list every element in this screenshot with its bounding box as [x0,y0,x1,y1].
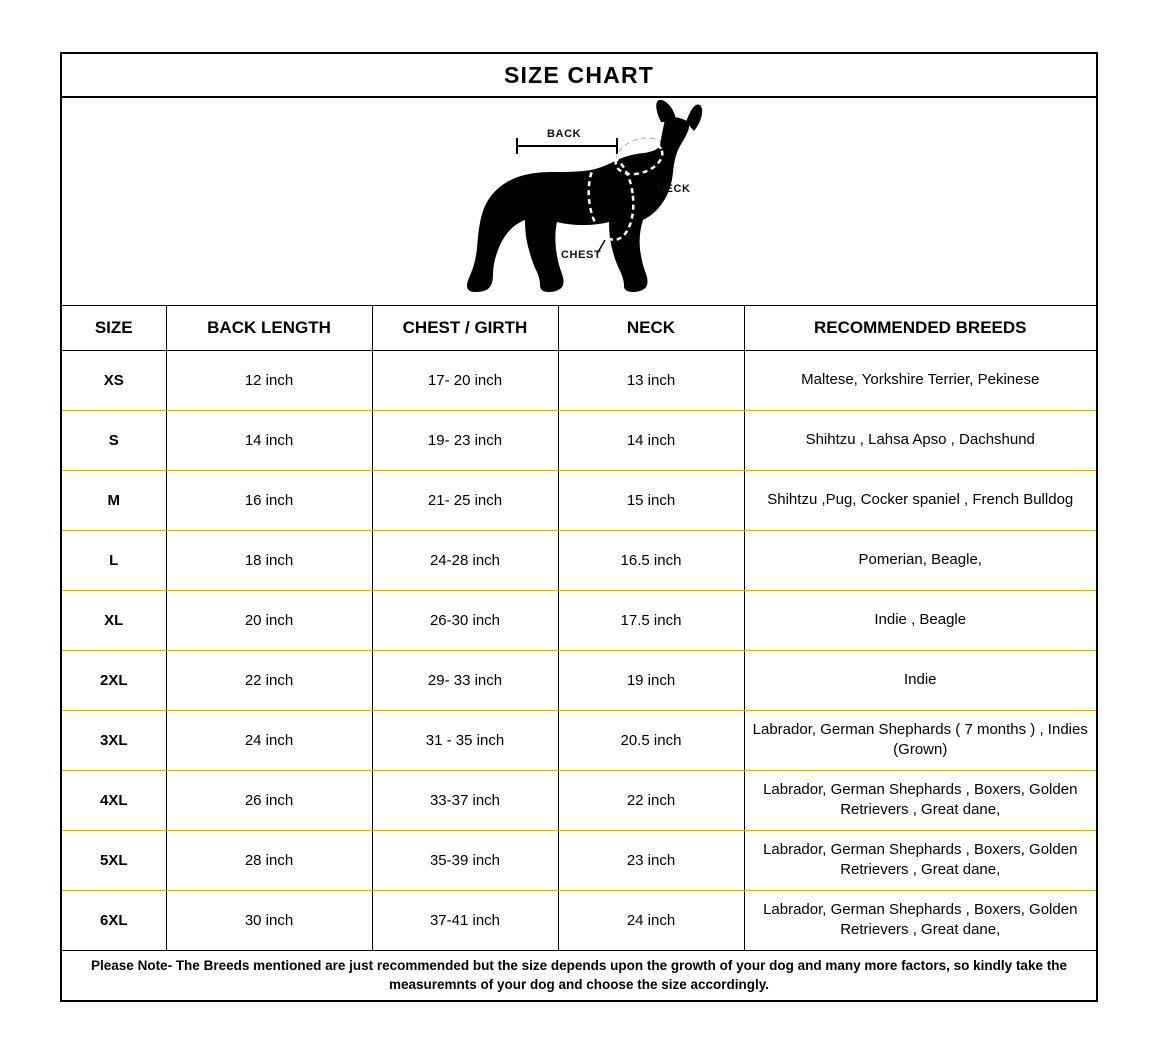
table-row [62,710,1096,770]
table-row [62,530,1096,590]
table-row [62,650,1096,710]
column-header-neck: NECK [558,306,744,350]
cell-breeds: Pomerian, Beagle, [744,530,1096,590]
table-row [62,350,1096,410]
cell-neck: 17.5 inch [558,590,744,650]
cell-chest: 17- 20 inch [372,350,558,410]
cell-neck: 14 inch [558,410,744,470]
cell-breeds: Labrador, German Shephards , Boxers, Golden Retrievers , Great dane, [744,770,1096,830]
cell-size: 6XL [62,890,166,950]
note-text: Please Note- The Breeds mentioned are just recommended but the size depends upon the growth of your dog and many more factors, so kindly take the measuremnts of your dog and choose the size accordingly. [91,957,1067,993]
cell-chest: 31 - 35 inch [372,710,558,770]
cell-size: XL [62,590,166,650]
cell-neck: 16.5 inch [558,530,744,590]
cell-back-length: 24 inch [166,710,372,770]
cell-chest: 37-41 inch [372,890,558,950]
cell-chest: 29- 33 inch [372,650,558,710]
cell-size: M [62,470,166,530]
size-table [62,306,1096,951]
cell-neck: 22 inch [558,770,744,830]
cell-size: XS [62,350,166,410]
cell-breeds: Labrador, German Shephards , Boxers, Golden Retrievers , Great dane, [744,890,1096,950]
column-header-size: SIZE [62,306,166,350]
table-row [62,890,1096,950]
cell-breeds: Indie , Beagle [744,590,1096,650]
cell-size: 5XL [62,830,166,890]
cell-neck: 19 inch [558,650,744,710]
cell-back-length: 14 inch [166,410,372,470]
table-header-row [62,306,1096,350]
cell-chest: 19- 23 inch [372,410,558,470]
diagram-label-back: BACK [547,128,582,140]
cell-back-length: 16 inch [166,470,372,530]
cell-size: 3XL [62,710,166,770]
cell-size: S [62,410,166,470]
cell-back-length: 22 inch [166,650,372,710]
page-title: SIZE CHART [504,61,654,88]
diagram-inner [429,98,729,306]
diagram-label-neck: NECK [657,183,691,195]
chart-title-bar [62,54,1096,98]
table-body [62,350,1096,950]
size-chart-frame [60,52,1098,1002]
cell-breeds: Maltese, Yorkshire Terrier, Pekinese [744,350,1096,410]
cell-chest: 24-28 inch [372,530,558,590]
column-header-chest-girth: CHEST / GIRTH [372,306,558,350]
cell-size: 2XL [62,650,166,710]
table-row [62,770,1096,830]
cell-chest: 33-37 inch [372,770,558,830]
table-header [62,306,1096,350]
cell-chest: 21- 25 inch [372,470,558,530]
cell-neck: 20.5 inch [558,710,744,770]
cell-chest: 26-30 inch [372,590,558,650]
cell-back-length: 18 inch [166,530,372,590]
cell-neck: 23 inch [558,830,744,890]
diagram-label-chest: CHEST [561,249,602,261]
column-header-recommended-breeds: RECOMMENDED BREEDS [744,306,1096,350]
cell-size: L [62,530,166,590]
table-row [62,410,1096,470]
cell-breeds: Labrador, German Shephards ( 7 months ) , Indies (Grown) [744,710,1096,770]
cell-breeds: Labrador, German Shephards , Boxers, Golden Retrievers , Great dane, [744,830,1096,890]
cell-back-length: 12 inch [166,350,372,410]
cell-neck: 15 inch [558,470,744,530]
cell-back-length: 30 inch [166,890,372,950]
cell-back-length: 26 inch [166,770,372,830]
cell-size: 4XL [62,770,166,830]
cell-neck: 13 inch [558,350,744,410]
table-row [62,830,1096,890]
table-row [62,590,1096,650]
cell-chest: 35-39 inch [372,830,558,890]
cell-back-length: 20 inch [166,590,372,650]
cell-breeds: Shihtzu , Lahsa Apso , Dachshund [744,410,1096,470]
cell-breeds: Indie [744,650,1096,710]
column-header-back-length: BACK LENGTH [166,306,372,350]
measurement-diagram [62,98,1096,306]
cell-back-length: 28 inch [166,830,372,890]
table-row [62,470,1096,530]
cell-neck: 24 inch [558,890,744,950]
cell-breeds: Shihtzu ,Pug, Cocker spaniel , French Bulldog [744,470,1096,530]
